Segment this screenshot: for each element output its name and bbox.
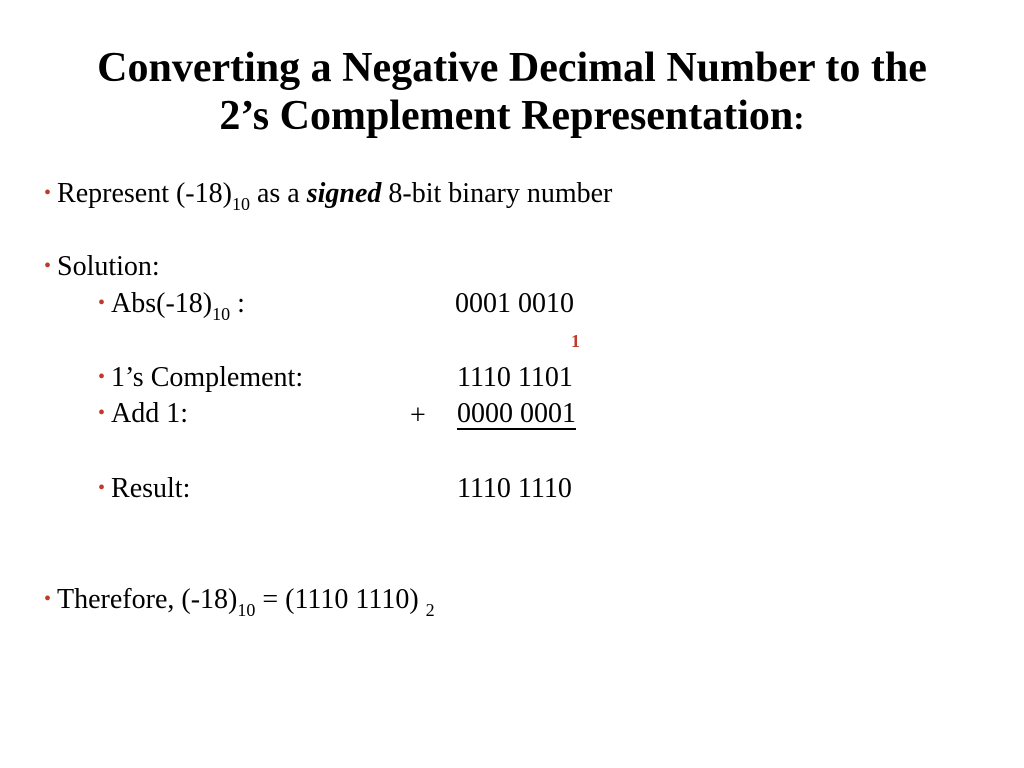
- result-line: [98, 473, 190, 507]
- abs-label: Abs(-18): [111, 288, 213, 319]
- solution-bullet-line: [44, 251, 160, 285]
- conclusion-bullet-line: [44, 584, 435, 618]
- add-value: 0000 0001: [457, 398, 576, 429]
- add-one-line: [98, 398, 188, 432]
- title-colon: :: [793, 100, 805, 137]
- question-subscript: 10: [231, 194, 250, 214]
- ones-complement-line: [98, 362, 303, 396]
- result-label: Result:: [111, 473, 191, 504]
- bullet-icon: •: [44, 587, 52, 610]
- title-line-2: [0, 92, 1024, 143]
- question-bullet-line: [44, 178, 612, 212]
- bullet-icon: •: [44, 181, 52, 204]
- abs-subscript: 10: [212, 304, 231, 324]
- abs-colon: :: [230, 288, 245, 319]
- title-line-1: Converting a Negative Decimal Number to the: [97, 45, 927, 91]
- carry-digit: 1: [571, 331, 580, 351]
- slide-title: [0, 44, 1024, 143]
- question-suffix: 8-bit binary number: [381, 178, 613, 209]
- bullet-icon: •: [98, 291, 106, 314]
- conclusion-subscript-2: 2: [425, 600, 435, 620]
- conclusion-middle: = (1110 1110): [255, 584, 426, 615]
- plus-sign: +: [410, 400, 426, 431]
- abs-step-line: [98, 288, 245, 322]
- conclusion-subscript: 10: [237, 600, 256, 620]
- question-middle: as a: [249, 178, 307, 209]
- bullet-icon: •: [98, 401, 106, 424]
- title-line-2-text: 2’s Complement Representation: [219, 93, 794, 139]
- result-value: 1110 1110: [457, 473, 572, 504]
- abs-value: 0001 0010: [455, 288, 574, 319]
- conclusion-prefix: Therefore, (-18): [57, 584, 238, 615]
- bullet-icon: •: [98, 365, 106, 388]
- solution-label: Solution:: [57, 251, 160, 282]
- add-label: Add 1:: [111, 398, 189, 429]
- bullet-icon: •: [44, 254, 52, 277]
- ones-value: 1110 1101: [457, 362, 573, 393]
- question-emphasis: signed: [306, 178, 382, 209]
- question-prefix: Represent (-18): [57, 178, 232, 209]
- bullet-icon: •: [98, 476, 106, 499]
- ones-label: 1’s Complement:: [111, 362, 304, 393]
